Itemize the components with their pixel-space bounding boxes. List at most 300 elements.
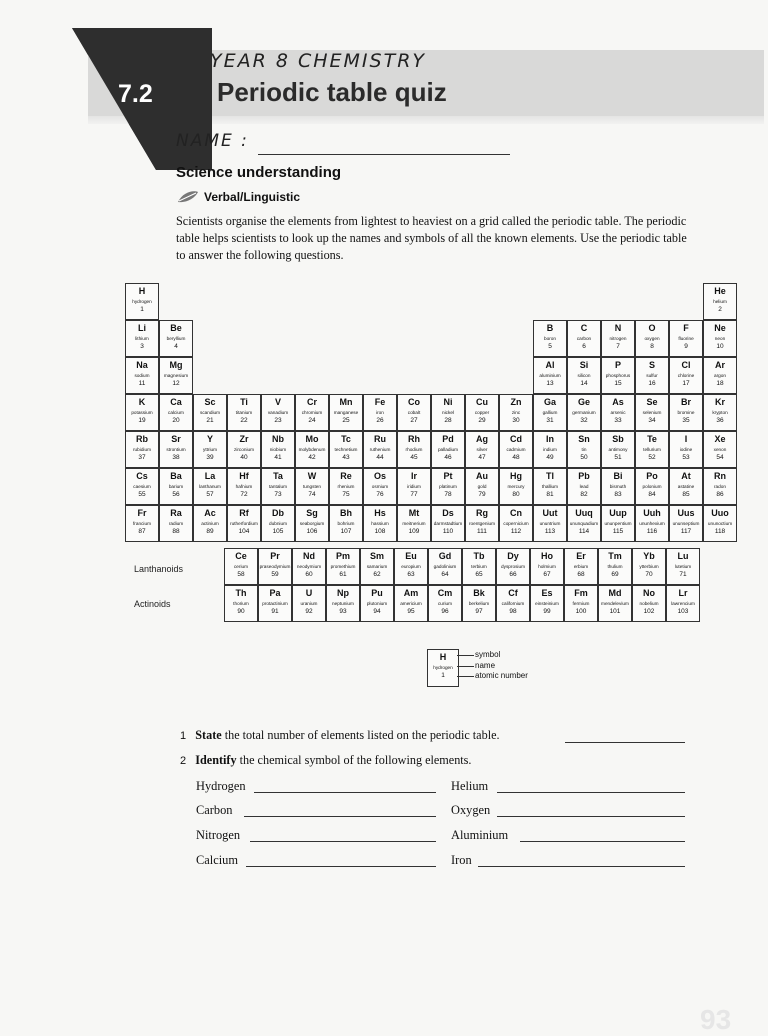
atomic-number: 51 xyxy=(614,454,622,461)
element-symbol: Mn xyxy=(339,397,353,407)
element-name: germanium xyxy=(572,410,596,415)
element-cell-s xyxy=(635,357,669,394)
element-symbol: Tm xyxy=(608,551,622,561)
atomic-number: 5 xyxy=(548,343,552,350)
element-cell-pb xyxy=(567,468,601,505)
element-cell-b xyxy=(533,320,567,357)
element-name: francium xyxy=(133,521,151,526)
element-cell-th xyxy=(224,585,258,622)
element-name: nobelium xyxy=(639,601,659,606)
element-cell-md xyxy=(598,585,632,622)
element-symbol: Os xyxy=(373,471,386,481)
atomic-number: 53 xyxy=(682,454,690,461)
atomic-number: 18 xyxy=(716,380,724,387)
element-symbol: Sc xyxy=(204,397,216,407)
question-1-verb: State xyxy=(195,728,222,742)
element-symbol: Ce xyxy=(235,551,247,561)
element-name: potassium xyxy=(131,410,153,415)
atomic-number: 31 xyxy=(546,417,554,424)
element-cell-si xyxy=(567,357,601,394)
element-name: iron xyxy=(376,410,384,415)
element-cell-c xyxy=(567,320,601,357)
element-name: lead xyxy=(579,484,589,489)
element-cell-fe xyxy=(363,394,397,431)
element-symbol: Th xyxy=(235,588,247,598)
atomic-number: 61 xyxy=(339,571,347,578)
question-2-text: the chemical symbol of the following elements. xyxy=(236,753,472,767)
element-cell-yb xyxy=(632,548,666,585)
element-symbol: C xyxy=(580,323,588,333)
element-symbol: Uut xyxy=(542,508,558,518)
name-label: NAME : xyxy=(176,131,249,151)
element-name: tellurium xyxy=(643,447,661,452)
atomic-number: 109 xyxy=(408,528,420,535)
atomic-number: 79 xyxy=(478,491,486,498)
element-cell-re xyxy=(329,468,363,505)
element-symbol: Db xyxy=(272,508,284,518)
answer-oxygen[interactable] xyxy=(497,816,685,817)
element-cell-pr xyxy=(258,548,292,585)
answer-iron[interactable] xyxy=(478,866,685,867)
element-symbol: Rn xyxy=(714,471,726,481)
element-cell-po xyxy=(635,468,669,505)
element-symbol: La xyxy=(204,471,216,481)
leaf-icon xyxy=(177,190,199,204)
element-name: ruthenium xyxy=(369,447,391,452)
element-cell-eu xyxy=(394,548,428,585)
actinoids-label: Actinoids xyxy=(134,599,171,609)
field-label-calcium: Calcium xyxy=(196,853,238,867)
element-name: thallium xyxy=(541,484,559,489)
element-cell-ir xyxy=(397,468,431,505)
element-key xyxy=(427,649,567,689)
page-title: Periodic table quiz xyxy=(217,77,447,107)
element-name: indium xyxy=(543,447,557,452)
atomic-number: 106 xyxy=(306,528,318,535)
atomic-number: 108 xyxy=(374,528,386,535)
atomic-number: 59 xyxy=(271,571,279,578)
element-symbol: Re xyxy=(340,471,352,481)
atomic-number: 85 xyxy=(682,491,690,498)
element-symbol: Pd xyxy=(442,434,454,444)
element-cell-ca xyxy=(159,394,193,431)
element-cell-pt xyxy=(431,468,465,505)
element-name: neon xyxy=(714,336,726,341)
element-name: phosphorus xyxy=(605,373,631,378)
periodic-table xyxy=(125,283,737,542)
answer-calcium[interactable] xyxy=(246,866,436,867)
element-name: berkelium xyxy=(468,601,490,606)
atomic-number: 20 xyxy=(172,417,180,424)
atomic-number: 29 xyxy=(478,417,486,424)
atomic-number: 50 xyxy=(580,454,588,461)
element-name: darmstadtium xyxy=(433,521,463,526)
element-name: cadmium xyxy=(506,447,526,452)
answer-nitrogen[interactable] xyxy=(250,841,436,842)
element-name: copernicium xyxy=(503,521,529,526)
key-pointer-symbol xyxy=(457,655,474,656)
element-cell-cf xyxy=(496,585,530,622)
element-name: dysprosium xyxy=(501,564,525,569)
element-cell-sr xyxy=(159,431,193,468)
element-cell-er xyxy=(564,548,598,585)
atomic-number: 15 xyxy=(614,380,622,387)
atomic-number: 67 xyxy=(543,571,551,578)
element-name: palladium xyxy=(437,447,459,452)
element-name: ununtrium xyxy=(539,521,561,526)
atomic-number: 116 xyxy=(646,528,658,535)
element-name: ununhexium xyxy=(639,521,665,526)
element-symbol: Bi xyxy=(613,471,623,481)
element-cell-ag xyxy=(465,431,499,468)
element-cell-gd xyxy=(428,548,462,585)
element-symbol: Ge xyxy=(577,397,590,407)
element-symbol: Te xyxy=(647,434,657,444)
atomic-number: 81 xyxy=(546,491,554,498)
element-symbol: W xyxy=(307,471,317,481)
element-symbol: Nd xyxy=(303,551,315,561)
element-symbol: Mg xyxy=(169,360,183,370)
element-name: polonium xyxy=(642,484,662,489)
atomic-number: 48 xyxy=(512,454,520,461)
element-name: gadolinium xyxy=(433,564,457,569)
element-name: samarium xyxy=(366,564,388,569)
element-symbol: Kr xyxy=(714,397,725,407)
element-cell-cu xyxy=(465,394,499,431)
element-name: sulfur xyxy=(646,373,658,378)
element-name: xenon xyxy=(713,447,727,452)
element-name: actinium xyxy=(201,521,219,526)
section-heading: Science understanding xyxy=(176,164,342,181)
atomic-number: 75 xyxy=(342,491,350,498)
atomic-number: 12 xyxy=(172,380,180,387)
element-name: oxygen xyxy=(644,336,660,341)
element-name: ununoctium xyxy=(707,521,733,526)
atomic-number: 97 xyxy=(475,608,483,615)
page-number: 93 xyxy=(700,1004,732,1035)
answer-carbon[interactable] xyxy=(244,816,436,817)
element-name: aluminium xyxy=(539,373,561,378)
element-cell-v xyxy=(261,394,295,431)
element-name: vanadium xyxy=(267,410,289,415)
element-symbol: Ds xyxy=(442,508,454,518)
answer-hydrogen[interactable] xyxy=(254,792,436,793)
atomic-number: 94 xyxy=(373,608,381,615)
element-symbol: Rf xyxy=(239,508,249,518)
element-name: antimony xyxy=(608,447,628,452)
element-name: molybdenum xyxy=(298,447,326,452)
element-cell-os xyxy=(363,468,397,505)
element-name: uranium xyxy=(300,601,318,606)
element-name: mercury xyxy=(507,484,525,489)
atomic-number: 21 xyxy=(206,417,214,424)
atomic-number: 24 xyxy=(308,417,316,424)
element-name: ununquadium xyxy=(569,521,599,526)
atomic-number: 118 xyxy=(714,528,726,535)
element-cell-tb xyxy=(462,548,496,585)
question-1-number: 1 xyxy=(180,730,187,742)
element-cell-cd xyxy=(499,431,533,468)
atomic-number: 64 xyxy=(441,571,449,578)
element-name: bromine xyxy=(677,410,695,415)
element-symbol: Si xyxy=(579,360,589,370)
element-symbol: Y xyxy=(206,434,213,444)
atomic-number: 117 xyxy=(680,528,692,535)
element-name: hafnium xyxy=(235,484,253,489)
element-name: gold xyxy=(477,484,487,489)
element-cell-sb xyxy=(601,431,635,468)
element-cell-bh xyxy=(329,505,363,542)
element-symbol: Pm xyxy=(335,551,350,561)
key-name-label: name xyxy=(475,661,496,670)
atomic-number: 28 xyxy=(444,417,452,424)
element-symbol: Pa xyxy=(269,588,281,598)
element-symbol: Ni xyxy=(443,397,453,407)
element-cell-lr xyxy=(666,585,700,622)
atomic-number: 72 xyxy=(240,491,248,498)
element-name: zinc xyxy=(511,410,521,415)
element-cell-li xyxy=(125,320,159,357)
element-cell-au xyxy=(465,468,499,505)
element-cell-al xyxy=(533,357,567,394)
element-cell-k xyxy=(125,394,159,431)
atomic-number: 62 xyxy=(373,571,381,578)
element-name: cobalt xyxy=(407,410,421,415)
atomic-number: 39 xyxy=(206,454,214,461)
element-name: protactinium xyxy=(262,601,288,606)
element-symbol: Cf xyxy=(508,588,518,598)
atomic-number: 19 xyxy=(138,417,146,424)
element-name: cerium xyxy=(233,564,249,569)
element-cell-rh xyxy=(397,431,431,468)
element-name: carbon xyxy=(576,336,592,341)
element-name: ununseptium xyxy=(672,521,700,526)
atomic-number: 63 xyxy=(407,571,415,578)
element-cell-uuh xyxy=(635,505,669,542)
element-name: iridium xyxy=(407,484,421,489)
element-name: selenium xyxy=(642,410,662,415)
element-name: praseodymium xyxy=(259,564,291,569)
element-name: beryllium xyxy=(166,336,186,341)
atomic-number: 92 xyxy=(305,608,313,615)
element-symbol: He xyxy=(714,286,726,296)
element-symbol: Rg xyxy=(476,508,488,518)
element-name: fluorine xyxy=(678,336,694,341)
element-name: helium xyxy=(713,299,727,304)
element-symbol: Es xyxy=(541,588,553,598)
element-name: bohrium xyxy=(337,521,355,526)
atomic-number: 32 xyxy=(580,417,588,424)
question-2 xyxy=(180,753,471,768)
element-symbol: Li xyxy=(138,323,146,333)
element-symbol: Hf xyxy=(239,471,249,481)
atomic-number: 71 xyxy=(679,571,687,578)
element-symbol: Lu xyxy=(677,551,689,561)
element-symbol: Rb xyxy=(136,434,148,444)
element-symbol: Tl xyxy=(546,471,554,481)
atomic-number: 23 xyxy=(274,417,282,424)
field-label-nitrogen: Nitrogen xyxy=(196,828,241,842)
element-symbol: Sm xyxy=(369,551,384,561)
element-cell-tl xyxy=(533,468,567,505)
element-cell-se xyxy=(635,394,669,431)
atomic-number: 83 xyxy=(614,491,622,498)
unit-number: 7.2 xyxy=(118,80,153,108)
element-name: gallium xyxy=(542,410,558,415)
element-symbol: Cm xyxy=(437,588,453,598)
element-name: chromium xyxy=(301,410,323,415)
element-cell-tm xyxy=(598,548,632,585)
atomic-number: 43 xyxy=(342,454,350,461)
element-symbol: Ir xyxy=(410,471,417,481)
atomic-number: 38 xyxy=(172,454,180,461)
atomic-number: 86 xyxy=(716,491,724,498)
handwritten-subject: YEAR 8 CHEMISTRY xyxy=(210,50,427,72)
element-symbol: Cn xyxy=(510,508,522,518)
element-symbol: No xyxy=(643,588,655,598)
element-symbol: Ca xyxy=(170,397,182,407)
element-cell-pa xyxy=(258,585,292,622)
atomic-number: 84 xyxy=(648,491,656,498)
element-cell-no xyxy=(632,585,666,622)
element-cell-ni xyxy=(431,394,465,431)
atomic-number: 112 xyxy=(510,528,522,535)
key-symbol: H xyxy=(439,652,447,662)
element-symbol: Pu xyxy=(371,588,383,598)
element-symbol: Cd xyxy=(510,434,522,444)
element-cell-na xyxy=(125,357,159,394)
element-cell-p xyxy=(601,357,635,394)
atomic-number: 68 xyxy=(577,571,585,578)
atomic-number: 49 xyxy=(546,454,554,461)
element-symbol: Ag xyxy=(476,434,488,444)
element-cell-nd xyxy=(292,548,326,585)
element-cell-he xyxy=(703,283,737,320)
element-cell-ce xyxy=(224,548,258,585)
element-name: iodine xyxy=(679,447,693,452)
element-name: niobium xyxy=(269,447,287,452)
element-name: promethium xyxy=(330,564,356,569)
field-label-carbon: Carbon xyxy=(196,803,233,817)
atomic-number: 17 xyxy=(682,380,690,387)
key-name: hydrogen xyxy=(433,665,453,670)
atomic-number: 4 xyxy=(174,343,178,350)
element-symbol: Uuh xyxy=(643,508,661,518)
atomic-number: 102 xyxy=(643,608,655,615)
element-name: americium xyxy=(400,601,422,606)
atomic-number: 34 xyxy=(648,417,656,424)
element-name: argon xyxy=(714,373,726,378)
element-name: platinum xyxy=(439,484,457,489)
element-name: strontium xyxy=(166,447,186,452)
element-symbol: As xyxy=(612,397,624,407)
element-symbol: Ne xyxy=(714,323,726,333)
element-cell-uup xyxy=(601,505,635,542)
element-symbol: Br xyxy=(680,397,691,407)
element-symbol: Am xyxy=(403,588,419,598)
question-2-number: 2 xyxy=(180,755,187,767)
element-cell-te xyxy=(635,431,669,468)
element-cell-sc xyxy=(193,394,227,431)
element-name: calcium xyxy=(168,410,184,415)
atomic-number: 69 xyxy=(611,571,619,578)
element-cell-es xyxy=(530,585,564,622)
element-symbol: I xyxy=(684,434,688,444)
answer-aluminium[interactable] xyxy=(520,841,685,842)
element-cell-br xyxy=(669,394,703,431)
element-name: arsenic xyxy=(610,410,626,415)
key-pointer-name xyxy=(457,666,474,667)
element-name: meitnerium xyxy=(402,521,426,526)
element-name: nitrogen xyxy=(609,336,627,341)
f-block xyxy=(224,548,712,622)
answer-helium[interactable] xyxy=(497,792,685,793)
element-name: dubnium xyxy=(269,521,287,526)
atomic-number: 26 xyxy=(376,417,384,424)
field-label-helium: Helium xyxy=(451,779,489,793)
element-name: osmium xyxy=(371,484,389,489)
element-name: thulium xyxy=(607,564,623,569)
atomic-number: 57 xyxy=(206,491,214,498)
element-symbol: Ac xyxy=(204,508,216,518)
element-name: fermium xyxy=(572,601,590,606)
atomic-number: 33 xyxy=(614,417,622,424)
element-name: einsteinium xyxy=(535,601,559,606)
element-cell-cs xyxy=(125,468,159,505)
element-symbol: Uus xyxy=(677,508,695,518)
element-cell-ge xyxy=(567,394,601,431)
element-name: neodymium xyxy=(296,564,322,569)
element-symbol: U xyxy=(305,588,313,598)
atomic-number: 74 xyxy=(308,491,316,498)
element-cell-uuo xyxy=(703,505,737,542)
atomic-number: 95 xyxy=(407,608,415,615)
name-field[interactable] xyxy=(258,154,510,155)
element-cell-sn xyxy=(567,431,601,468)
element-name: europium xyxy=(401,564,421,569)
element-cell-am xyxy=(394,585,428,622)
element-symbol: O xyxy=(648,323,656,333)
element-symbol: Dy xyxy=(507,551,519,561)
element-cell-o xyxy=(635,320,669,357)
atomic-number: 113 xyxy=(544,528,556,535)
element-cell-hs xyxy=(363,505,397,542)
element-symbol: K xyxy=(138,397,146,407)
element-cell-f xyxy=(669,320,703,357)
element-symbol: Po xyxy=(646,471,658,481)
element-cell-tc xyxy=(329,431,363,468)
element-symbol: Cl xyxy=(681,360,691,370)
element-symbol: F xyxy=(683,323,689,333)
element-name: titanium xyxy=(235,410,253,415)
element-cell-uut xyxy=(533,505,567,542)
element-name: terbium xyxy=(471,564,487,569)
element-cell-hg xyxy=(499,468,533,505)
element-symbol: Yb xyxy=(643,551,655,561)
element-symbol: Cs xyxy=(136,471,148,481)
atomic-number: 73 xyxy=(274,491,282,498)
element-name: holmium xyxy=(538,564,556,569)
element-cell-ra xyxy=(159,505,193,542)
answer-1-field[interactable] xyxy=(565,742,685,743)
element-symbol: Co xyxy=(408,397,420,407)
element-name: rhodium xyxy=(405,447,423,452)
element-cell-in xyxy=(533,431,567,468)
element-cell-w xyxy=(295,468,329,505)
element-symbol: Tc xyxy=(341,434,351,444)
element-name: krypton xyxy=(712,410,728,415)
element-cell-ne xyxy=(703,320,737,357)
